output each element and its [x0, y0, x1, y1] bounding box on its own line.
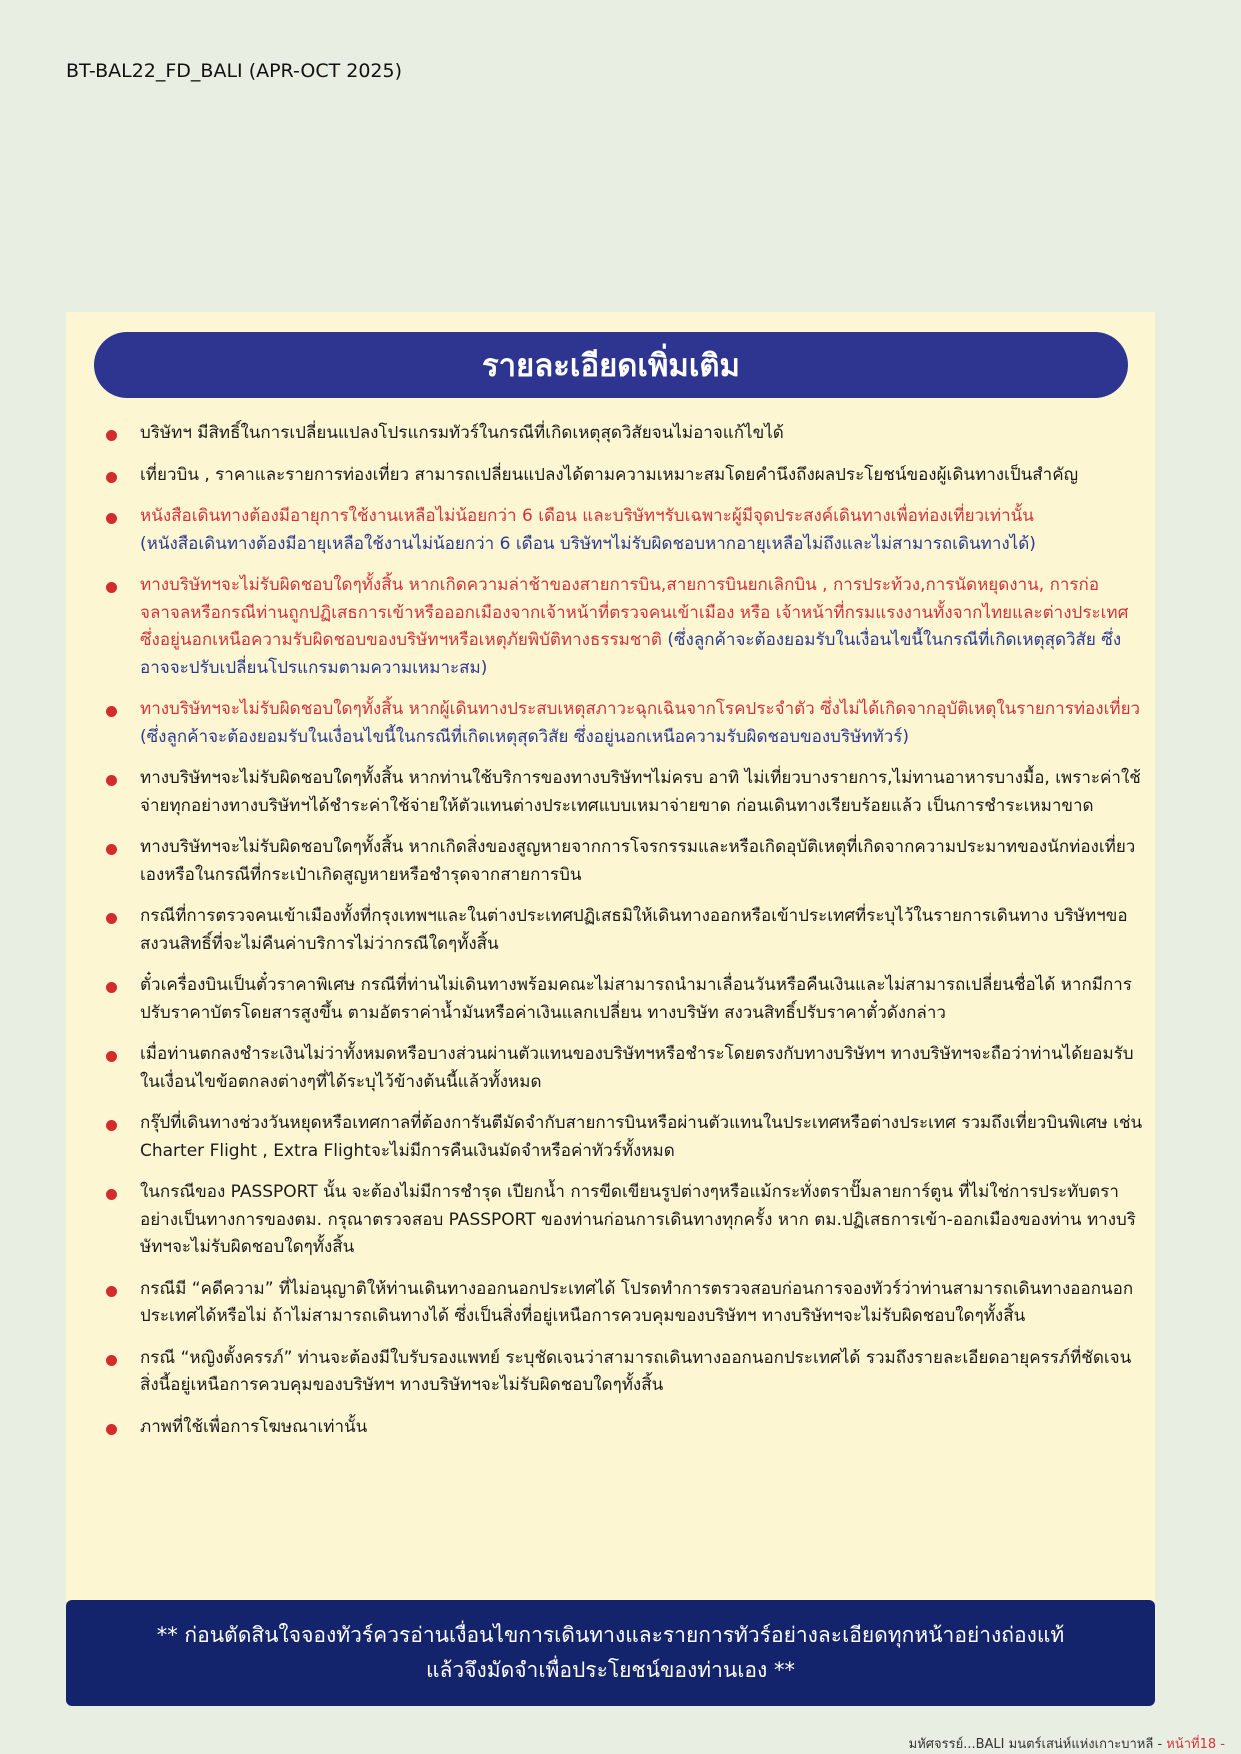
- bullet-icon: [106, 982, 117, 993]
- term-text: กรณีที่การตรวจคนเข้าเมืองทั้งที่กรุงเทพฯและในต่างประเทศปฏิเสธมิให้เดินทางออกหรือเข้าประเทศที่ระบุไว้ในรายการเดินทาง บริษัทฯขอสงวนสิทธิ์ที่จะไม่คืนค่าบริการไม่ว่ากรณีใดๆทั้งสิ้น: [140, 906, 1128, 954]
- page-number: หน้าที่18 -: [1166, 1737, 1225, 1752]
- term-item: [104, 462, 1144, 490]
- term-item: [104, 1414, 1144, 1442]
- term-item: [104, 834, 1144, 889]
- bullet-icon: [106, 1189, 117, 1200]
- term-item: [104, 1276, 1144, 1331]
- term-item: [104, 1345, 1144, 1400]
- bullet-icon: [106, 1355, 117, 1366]
- term-item: [104, 765, 1144, 820]
- term-item: [104, 903, 1144, 958]
- bullet-icon: [106, 775, 117, 786]
- booking-reminder-banner: [66, 1600, 1155, 1706]
- term-note-text: (หนังสือเดินทางต้องมีอายุเหลือใช้งานไม่น้อยกว่า 6 เดือน บริษัทฯไม่รับผิดชอบหากอายุเหลือไม่ถึงและไม่สามารถเดินทางได้): [140, 533, 1036, 554]
- bullet-icon: [106, 1286, 117, 1297]
- bullet-icon: [106, 1051, 117, 1062]
- term-item: [104, 572, 1144, 682]
- term-text: กรณีมี “คดีความ” ที่ไม่อนุญาติให้ท่านเดินทางออกนอกประเทศได้ โปรดทำการตรวจสอบก่อนการจองทัวร์ว่าท่านสามารถเดินทางออกนอกประเทศได้หรือไม่ ถ้าไม่สามารถเดินทางได้ ซึ่งเป็นสิ่งที่อยู่เหนือการควบคุมของบริษัทฯ ทางบริษัทฯจะไม่รับผิดชอบใดๆทั้งสิ้น: [140, 1278, 1134, 1326]
- term-item: [104, 1179, 1144, 1262]
- term-text: ในกรณีของ PASSPORT นั้น จะต้องไม่มีการชำรุด เปียกน้ำ การขีดเขียนรูปต่างๆหรือแม้กระทั่งตราปั๊มลายการ์ตูน ที่ไม่ใช่การประทับตราอย่างเป็นทางการของตม. กรุณาตรวจสอบ PASSPORT ของท่านก่อนการเดินทางทุกครั้ง หาก ตม.ปฏิเสธการเข้า-ออกเมืองของท่าน ทางบริษัทฯจะไม่รับผิดชอบใดๆทั้งสิ้น: [140, 1182, 1136, 1257]
- bullet-icon: [106, 513, 117, 524]
- term-text: ทางบริษัทฯจะไม่รับผิดชอบใดๆทั้งสิ้น หากท่านใช้บริการของทางบริษัทฯไม่ครบ อาทิ ไม่เที่ยวบางรายการ,ไม่ทานอาหารบางมื้อ, เพราะค่าใช้จ่ายทุกอย่างทางบริษัทฯได้ชำระค่าใช้จ่ายให้ตัวแทนต่างประเทศแบบเหมาจ่ายขาด ก่อนเดินทางเรียบร้อยแล้ว เป็นการชำระเหมาขาด: [140, 768, 1141, 816]
- bullet-icon: [106, 582, 117, 593]
- term-item: [104, 972, 1144, 1027]
- term-text: กรุ๊ปที่เดินทางช่วงวันหยุดหรือเทศกาลที่ต้องการันตีมัดจำกับสายการบินหรือผ่านตัวแทนในประเทศหรือต่างประเทศ รวมถึงเที่ยวบินพิเศษ เช่น Charter Flight , Extra Flightจะไม่มีการคืนเงินมัดจำหรือค่าทัวร์ทั้งหมด: [140, 1113, 1143, 1161]
- bullet-icon: [106, 844, 117, 855]
- term-note-text: (ซึ่งลูกค้าจะต้องยอมรับในเงื่อนไขนี้ในกรณีที่เกิดเหตุสุดวิสัย ซึ่งอาจจะปรับเปลี่ยนโปรแกรมตามความเหมาะสม): [140, 630, 1122, 678]
- term-text: ทางบริษัทฯจะไม่รับผิดชอบใดๆทั้งสิ้น หากเกิดสิ่งของสูญหายจากการโจรกรรมและหรือเกิดอุบัติเหตุที่เกิดจากความประมาทของนักท่องเที่ยวเองหรือในกรณีที่กระเป๋าเกิดสูญหายหรือชำรุดจากสายการบิน: [140, 837, 1136, 885]
- bullet-icon: [106, 706, 117, 717]
- term-text: เที่ยวบิน , ราคาและรายการท่องเที่ยว สามารถเปลี่ยนแปลงได้ตามความเหมาะสมโดยคำนึงถึงผลประโยชน์ของผู้เดินทางเป็นสำคัญ: [140, 464, 1079, 485]
- reminder-line-2: แล้วจึงมัดจำเพื่อประโยชน์ของท่านเอง **: [426, 1658, 795, 1682]
- term-warning-text: ทางบริษัทฯจะไม่รับผิดชอบใดๆทั้งสิ้น หากเกิดความล่าช้าของสายการบิน,สายการบินยกเลิกบิน , การประท้วง,การนัดหยุดงาน, การก่อจลาจลหรือกรณีท่านถูกปฏิเสธการเข้าหรือออกเมืองจากเจ้าหน้าที่ตรวจคนเข้าเมือง หรือ เจ้าหน้าที่กรมแรงงานทั้งจากไทยและต่างประเทศซึ่งอยู่นอกเหนือความรับผิดชอบของบริษัทฯหรือเหตุภัยพิบัติทางธรรมชาติ: [140, 575, 1129, 650]
- page-footer: [909, 1733, 1225, 1754]
- details-panel: [66, 312, 1155, 1602]
- bullet-icon: [106, 1424, 117, 1435]
- footer-title: มหัศจรรย์...BALI มนตร์เสน่ห์แห่งเกาะบาหลี -: [908, 1737, 1167, 1752]
- term-item: [104, 1041, 1144, 1096]
- reminder-line-1: ** ก่อนตัดสินใจจองทัวร์ควรอ่านเงื่อนไขการเดินทางและรายการทัวร์อย่างละเอียดทุกหน้าอย่างถ่องแท้: [156, 1623, 1065, 1647]
- terms-list: [104, 420, 1144, 1455]
- term-text: ตั๋วเครื่องบินเป็นตั๋วราคาพิเศษ กรณีที่ท่านไม่เดินทางพร้อมคณะไม่สามารถนำมาเลื่อนวันหรือคืนเงินและไม่สามารถเปลี่ยนชื่อได้ หากมีการปรับราคาบัตรโดยสารสูงขึ้น ตามอัตราค่าน้ำมันหรือค่าเงินแลกเปลี่ยน ทางบริษัท สงวนสิทธิ์ปรับราคาตั๋วดังกล่าว: [140, 975, 1132, 1023]
- term-text: บริษัทฯ มีสิทธิ์ในการเปลี่ยนแปลงโปรแกรมทัวร์ในกรณีที่เกิดเหตุสุดวิสัยจนไม่อาจแก้ไขได้: [140, 423, 784, 443]
- term-item: [104, 420, 1144, 448]
- term-warning-text: หนังสือเดินทางต้องมีอายุการใช้งานเหลือไม่น้อยกว่า 6 เดือน และบริษัทฯรับเฉพาะผู้มีจุดประสงค์เดินทางเพื่อท่องเที่ยวเท่านั้น: [140, 506, 1034, 526]
- document-code: BT-BAL22_FD_BALI (APR-OCT 2025): [66, 60, 403, 82]
- term-text: ภาพที่ใช้เพื่อการโฆษณาเท่านั้น: [140, 1416, 368, 1437]
- term-item: [104, 503, 1144, 558]
- term-text: กรณี “หญิงตั้งครรภ์” ท่านจะต้องมีใบรับรองแพทย์ ระบุชัดเจนว่าสามารถเดินทางออกนอกประเทศได้ รวมถึงรายละเอียดอายุครรภ์ที่ชัดเจน สิ่งนี้อยู่เหนือการควบคุมของบริษัทฯ ทางบริษัทฯจะไม่รับผิดชอบใดๆทั้งสิ้น: [140, 1347, 1132, 1395]
- section-heading: รายละเอียดเพิ่มเติม: [94, 332, 1128, 398]
- bullet-icon: [106, 472, 117, 483]
- term-text: เมื่อท่านตกลงชำระเงินไม่ว่าทั้งหมดหรือบางส่วนผ่านตัวแทนของบริษัทฯหรือชำระโดยตรงกับทางบริษัทฯ ทางบริษัทฯจะถือว่าท่านได้ยอมรับในเงื่อนไขข้อตกลงต่างๆที่ได้ระบุไว้ข้างต้นนี้แล้วทั้งหมด: [140, 1044, 1134, 1092]
- term-item: [104, 1110, 1144, 1165]
- term-item: [104, 696, 1144, 751]
- bullet-icon: [106, 913, 117, 924]
- bullet-icon: [106, 430, 117, 441]
- bullet-icon: [106, 1120, 117, 1131]
- term-warning-text: ทางบริษัทฯจะไม่รับผิดชอบใดๆทั้งสิ้น หากผู้เดินทางประสบเหตุสภาวะฉุกเฉินจากโรคประจำตัว ซึ่งไม่ได้เกิดจากอุบัติเหตุในรายการท่องเที่ยว: [140, 699, 1141, 719]
- term-note-text: (ซึ่งลูกค้าจะต้องยอมรับในเงื่อนไขนี้ในกรณีที่เกิดเหตุสุดวิสัย ซึ่งอยู่นอกเหนือความรับผิดชอบของบริษัททัวร์): [140, 726, 910, 747]
